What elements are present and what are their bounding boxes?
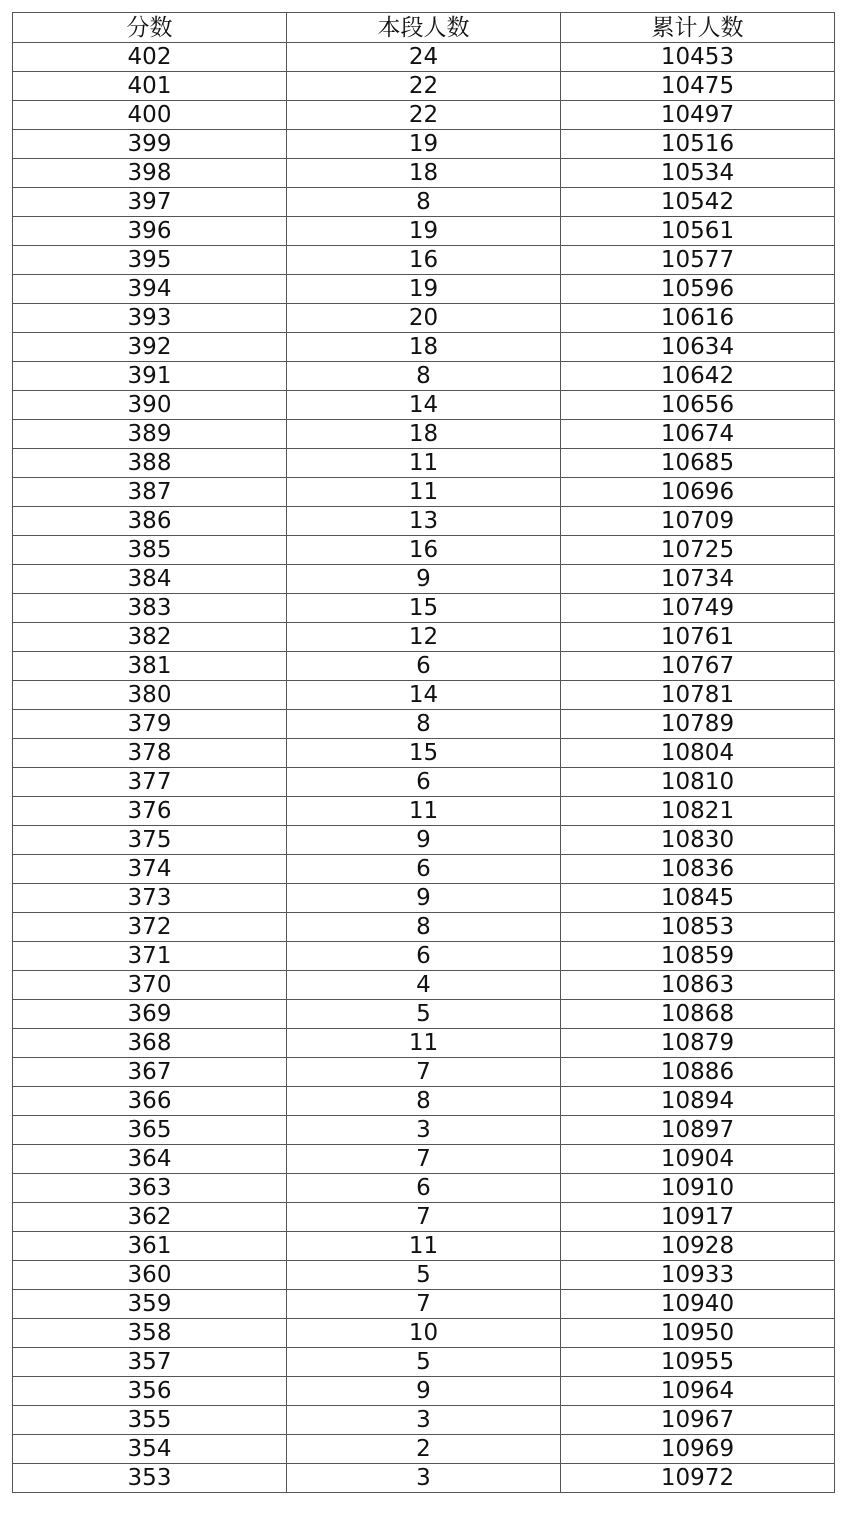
cell-segment-count: 3 xyxy=(287,1406,561,1435)
cell-score: 389 xyxy=(13,420,287,449)
table-row xyxy=(13,1029,835,1058)
cell-cumulative-count: 10475 xyxy=(561,72,835,101)
cell-segment-count: 9 xyxy=(287,1377,561,1406)
cell-cumulative-count: 10955 xyxy=(561,1348,835,1377)
cell-cumulative-count: 10767 xyxy=(561,652,835,681)
cell-segment-count: 18 xyxy=(287,159,561,188)
cell-segment-count: 11 xyxy=(287,478,561,507)
cell-score: 385 xyxy=(13,536,287,565)
table-row xyxy=(13,855,835,884)
cell-segment-count: 6 xyxy=(287,652,561,681)
cell-cumulative-count: 10804 xyxy=(561,739,835,768)
table-row xyxy=(13,942,835,971)
cell-cumulative-count: 10940 xyxy=(561,1290,835,1319)
score-distribution-table xyxy=(12,12,835,1493)
cell-score: 360 xyxy=(13,1261,287,1290)
cell-cumulative-count: 10972 xyxy=(561,1464,835,1493)
table-row xyxy=(13,913,835,942)
table-row xyxy=(13,130,835,159)
cell-score: 394 xyxy=(13,275,287,304)
cell-segment-count: 18 xyxy=(287,420,561,449)
table-row xyxy=(13,333,835,362)
cell-score: 378 xyxy=(13,739,287,768)
cell-segment-count: 8 xyxy=(287,710,561,739)
table-row xyxy=(13,188,835,217)
cell-cumulative-count: 10685 xyxy=(561,449,835,478)
cell-segment-count: 10 xyxy=(287,1319,561,1348)
table-row xyxy=(13,246,835,275)
cell-cumulative-count: 10534 xyxy=(561,159,835,188)
cell-score: 401 xyxy=(13,72,287,101)
cell-cumulative-count: 10886 xyxy=(561,1058,835,1087)
table-row xyxy=(13,304,835,333)
cell-score: 402 xyxy=(13,43,287,72)
table-row xyxy=(13,43,835,72)
cell-segment-count: 6 xyxy=(287,855,561,884)
cell-segment-count: 6 xyxy=(287,768,561,797)
cell-score: 364 xyxy=(13,1145,287,1174)
cell-cumulative-count: 10845 xyxy=(561,884,835,913)
cell-cumulative-count: 10516 xyxy=(561,130,835,159)
cell-segment-count: 14 xyxy=(287,391,561,420)
cell-segment-count: 19 xyxy=(287,217,561,246)
cell-cumulative-count: 10950 xyxy=(561,1319,835,1348)
table-row xyxy=(13,1116,835,1145)
cell-cumulative-count: 10830 xyxy=(561,826,835,855)
cell-score: 363 xyxy=(13,1174,287,1203)
cell-segment-count: 14 xyxy=(287,681,561,710)
cell-segment-count: 7 xyxy=(287,1290,561,1319)
cell-score: 390 xyxy=(13,391,287,420)
table-row xyxy=(13,217,835,246)
table-row xyxy=(13,362,835,391)
cell-score: 386 xyxy=(13,507,287,536)
cell-score: 373 xyxy=(13,884,287,913)
cell-segment-count: 11 xyxy=(287,797,561,826)
cell-score: 358 xyxy=(13,1319,287,1348)
cell-score: 370 xyxy=(13,971,287,1000)
cell-cumulative-count: 10821 xyxy=(561,797,835,826)
cell-cumulative-count: 10863 xyxy=(561,971,835,1000)
cell-cumulative-count: 10596 xyxy=(561,275,835,304)
cell-cumulative-count: 10853 xyxy=(561,913,835,942)
table-body xyxy=(13,43,835,1493)
cell-cumulative-count: 10879 xyxy=(561,1029,835,1058)
table-row xyxy=(13,1319,835,1348)
table-row xyxy=(13,681,835,710)
cell-segment-count: 8 xyxy=(287,362,561,391)
table-row xyxy=(13,101,835,130)
cell-cumulative-count: 10542 xyxy=(561,188,835,217)
cell-score: 374 xyxy=(13,855,287,884)
table-row xyxy=(13,507,835,536)
cell-segment-count: 20 xyxy=(287,304,561,333)
table-row xyxy=(13,1290,835,1319)
cell-score: 400 xyxy=(13,101,287,130)
cell-score: 359 xyxy=(13,1290,287,1319)
cell-cumulative-count: 10734 xyxy=(561,565,835,594)
cell-score: 368 xyxy=(13,1029,287,1058)
cell-segment-count: 16 xyxy=(287,536,561,565)
cell-score: 384 xyxy=(13,565,287,594)
cell-score: 372 xyxy=(13,913,287,942)
table-row xyxy=(13,420,835,449)
cell-segment-count: 6 xyxy=(287,1174,561,1203)
cell-score: 377 xyxy=(13,768,287,797)
table-row xyxy=(13,1000,835,1029)
cell-score: 387 xyxy=(13,478,287,507)
cell-segment-count: 9 xyxy=(287,565,561,594)
cell-score: 383 xyxy=(13,594,287,623)
cell-segment-count: 9 xyxy=(287,826,561,855)
cell-segment-count: 11 xyxy=(287,1232,561,1261)
cell-score: 369 xyxy=(13,1000,287,1029)
score-distribution-table-container xyxy=(12,12,834,1493)
cell-segment-count: 6 xyxy=(287,942,561,971)
cell-segment-count: 16 xyxy=(287,246,561,275)
cell-score: 380 xyxy=(13,681,287,710)
table-row xyxy=(13,536,835,565)
cell-cumulative-count: 10789 xyxy=(561,710,835,739)
cell-segment-count: 8 xyxy=(287,913,561,942)
cell-score: 393 xyxy=(13,304,287,333)
cell-cumulative-count: 10967 xyxy=(561,1406,835,1435)
cell-cumulative-count: 10917 xyxy=(561,1203,835,1232)
cell-cumulative-count: 10836 xyxy=(561,855,835,884)
cell-segment-count: 5 xyxy=(287,1261,561,1290)
table-row xyxy=(13,159,835,188)
table-row xyxy=(13,1464,835,1493)
cell-score: 353 xyxy=(13,1464,287,1493)
table-row xyxy=(13,1174,835,1203)
cell-cumulative-count: 10868 xyxy=(561,1000,835,1029)
cell-cumulative-count: 10453 xyxy=(561,43,835,72)
cell-cumulative-count: 10933 xyxy=(561,1261,835,1290)
cell-score: 382 xyxy=(13,623,287,652)
cell-cumulative-count: 10497 xyxy=(561,101,835,130)
cell-segment-count: 22 xyxy=(287,72,561,101)
cell-segment-count: 8 xyxy=(287,1087,561,1116)
header-score: 分数 xyxy=(13,13,287,43)
cell-cumulative-count: 10725 xyxy=(561,536,835,565)
cell-segment-count: 5 xyxy=(287,1000,561,1029)
cell-score: 357 xyxy=(13,1348,287,1377)
cell-score: 399 xyxy=(13,130,287,159)
cell-cumulative-count: 10897 xyxy=(561,1116,835,1145)
cell-score: 371 xyxy=(13,942,287,971)
cell-segment-count: 15 xyxy=(287,739,561,768)
cell-score: 392 xyxy=(13,333,287,362)
cell-segment-count: 11 xyxy=(287,1029,561,1058)
cell-score: 381 xyxy=(13,652,287,681)
cell-segment-count: 19 xyxy=(287,275,561,304)
cell-cumulative-count: 10656 xyxy=(561,391,835,420)
table-row xyxy=(13,449,835,478)
cell-segment-count: 3 xyxy=(287,1464,561,1493)
cell-score: 395 xyxy=(13,246,287,275)
cell-score: 391 xyxy=(13,362,287,391)
cell-cumulative-count: 10894 xyxy=(561,1087,835,1116)
cell-segment-count: 19 xyxy=(287,130,561,159)
table-row xyxy=(13,1203,835,1232)
cell-segment-count: 15 xyxy=(287,594,561,623)
cell-cumulative-count: 10642 xyxy=(561,362,835,391)
cell-score: 362 xyxy=(13,1203,287,1232)
cell-score: 356 xyxy=(13,1377,287,1406)
cell-segment-count: 4 xyxy=(287,971,561,1000)
cell-segment-count: 5 xyxy=(287,1348,561,1377)
cell-cumulative-count: 10674 xyxy=(561,420,835,449)
cell-cumulative-count: 10577 xyxy=(561,246,835,275)
cell-segment-count: 7 xyxy=(287,1145,561,1174)
cell-score: 361 xyxy=(13,1232,287,1261)
table-row xyxy=(13,1087,835,1116)
table-row xyxy=(13,884,835,913)
cell-cumulative-count: 10761 xyxy=(561,623,835,652)
header-cumulative-count: 累计人数 xyxy=(561,13,835,43)
cell-cumulative-count: 10561 xyxy=(561,217,835,246)
table-row xyxy=(13,797,835,826)
cell-cumulative-count: 10749 xyxy=(561,594,835,623)
table-row xyxy=(13,565,835,594)
cell-score: 398 xyxy=(13,159,287,188)
cell-score: 355 xyxy=(13,1406,287,1435)
cell-segment-count: 22 xyxy=(287,101,561,130)
cell-score: 354 xyxy=(13,1435,287,1464)
cell-score: 379 xyxy=(13,710,287,739)
cell-cumulative-count: 10810 xyxy=(561,768,835,797)
cell-segment-count: 7 xyxy=(287,1058,561,1087)
table-row xyxy=(13,1145,835,1174)
table-row xyxy=(13,72,835,101)
cell-score: 376 xyxy=(13,797,287,826)
cell-cumulative-count: 10616 xyxy=(561,304,835,333)
table-row xyxy=(13,1435,835,1464)
table-row xyxy=(13,652,835,681)
cell-segment-count: 2 xyxy=(287,1435,561,1464)
table-row xyxy=(13,1058,835,1087)
table-row xyxy=(13,275,835,304)
cell-cumulative-count: 10781 xyxy=(561,681,835,710)
cell-cumulative-count: 10910 xyxy=(561,1174,835,1203)
cell-segment-count: 8 xyxy=(287,188,561,217)
cell-segment-count: 11 xyxy=(287,449,561,478)
cell-score: 365 xyxy=(13,1116,287,1145)
table-header xyxy=(13,13,835,43)
table-row xyxy=(13,623,835,652)
cell-cumulative-count: 10696 xyxy=(561,478,835,507)
table-row xyxy=(13,1261,835,1290)
cell-score: 396 xyxy=(13,217,287,246)
table-row xyxy=(13,594,835,623)
cell-segment-count: 13 xyxy=(287,507,561,536)
cell-cumulative-count: 10709 xyxy=(561,507,835,536)
cell-score: 367 xyxy=(13,1058,287,1087)
cell-score: 397 xyxy=(13,188,287,217)
cell-score: 388 xyxy=(13,449,287,478)
table-row xyxy=(13,478,835,507)
cell-cumulative-count: 10634 xyxy=(561,333,835,362)
cell-segment-count: 3 xyxy=(287,1116,561,1145)
table-row xyxy=(13,826,835,855)
cell-segment-count: 12 xyxy=(287,623,561,652)
table-row xyxy=(13,710,835,739)
header-segment-count: 本段人数 xyxy=(287,13,561,43)
cell-cumulative-count: 10928 xyxy=(561,1232,835,1261)
cell-cumulative-count: 10964 xyxy=(561,1377,835,1406)
cell-cumulative-count: 10904 xyxy=(561,1145,835,1174)
cell-segment-count: 9 xyxy=(287,884,561,913)
cell-segment-count: 24 xyxy=(287,43,561,72)
table-row xyxy=(13,1348,835,1377)
cell-cumulative-count: 10969 xyxy=(561,1435,835,1464)
table-row xyxy=(13,971,835,1000)
cell-segment-count: 7 xyxy=(287,1203,561,1232)
cell-cumulative-count: 10859 xyxy=(561,942,835,971)
table-row xyxy=(13,1232,835,1261)
cell-segment-count: 18 xyxy=(287,333,561,362)
table-row xyxy=(13,391,835,420)
table-row xyxy=(13,1406,835,1435)
header-row xyxy=(13,13,835,43)
table-row xyxy=(13,739,835,768)
table-row xyxy=(13,768,835,797)
table-row xyxy=(13,1377,835,1406)
cell-score: 366 xyxy=(13,1087,287,1116)
cell-score: 375 xyxy=(13,826,287,855)
